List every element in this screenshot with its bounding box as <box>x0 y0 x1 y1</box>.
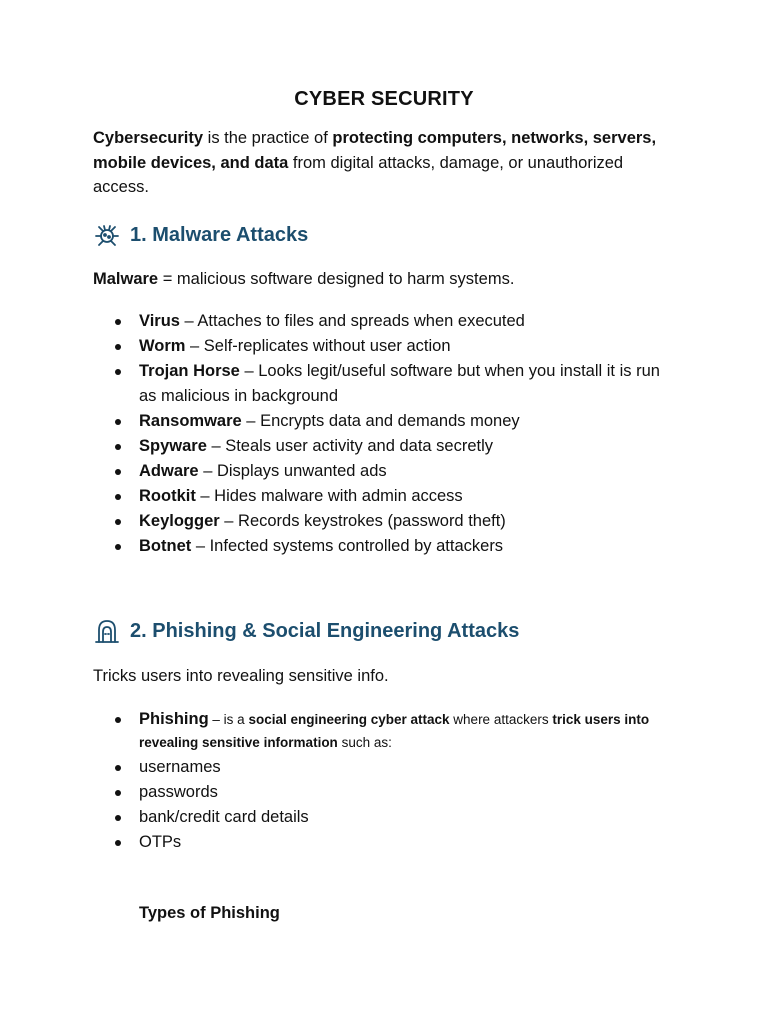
bullet-icon <box>115 840 121 846</box>
malware-list <box>93 309 673 559</box>
intro-text-2: from digital attacks, damage, or unauthorized access. <box>93 153 624 196</box>
bullet-icon <box>115 469 121 475</box>
bullet-icon <box>115 544 121 550</box>
intro-bold-text: protecting computers, networks, servers, mobile devices, and data <box>93 129 657 172</box>
intro-paragraph <box>93 126 683 200</box>
item-term: Worm <box>139 337 186 355</box>
section-heading-phishing <box>93 618 519 644</box>
item-desc: – Encrypts data and demands money <box>241 412 520 430</box>
types-of-phishing-heading: Types of Phishing <box>139 904 280 922</box>
malware-bug-icon <box>93 222 121 248</box>
phishing-text: such as: <box>337 735 392 750</box>
bullet-icon <box>115 790 121 796</box>
section-heading-text: 2. Phishing & Social Engineering Attacks <box>130 619 520 642</box>
phishing-text: – is a <box>208 712 249 727</box>
bullet-icon <box>115 815 121 821</box>
item-desc: – Records keystrokes (password theft) <box>219 512 506 530</box>
list-item <box>93 755 673 780</box>
intro-term: Cybersecurity <box>93 129 204 147</box>
malware-term: Malware <box>93 270 159 288</box>
bullet-icon <box>115 369 121 375</box>
phishing-bold-text: trick users into revealing sensitive information <box>139 712 650 750</box>
phishing-text: where attackers <box>449 712 553 727</box>
bullet-icon <box>115 717 121 723</box>
item-desc: – Steals user activity and data secretly <box>206 437 494 455</box>
bullet-icon <box>115 419 121 425</box>
page-title: CYBER SECURITY <box>294 88 474 110</box>
bullet-icon <box>115 319 121 325</box>
item-term: Trojan Horse <box>139 362 240 380</box>
item-text: bank/credit card details <box>139 808 309 826</box>
bullet-icon <box>115 444 121 450</box>
item-term: Adware <box>139 462 199 480</box>
phishing-list <box>93 708 673 855</box>
item-term: Virus <box>139 312 180 330</box>
list-item <box>93 334 673 359</box>
list-item <box>93 359 673 409</box>
list-item <box>93 509 673 534</box>
bullet-icon <box>115 344 121 350</box>
item-term: Ransomware <box>139 412 242 430</box>
item-desc: – Self-replicates without user action <box>185 337 451 355</box>
list-item <box>93 459 673 484</box>
malware-definition-text: = malicious software designed to harm systems. <box>158 270 515 288</box>
phishing-bold-text: social engineering cyber attack <box>248 712 450 727</box>
item-term: Rootkit <box>139 487 196 505</box>
item-desc: – Infected systems controlled by attackers <box>191 537 504 555</box>
item-text: usernames <box>139 758 221 776</box>
phishing-term: Phishing <box>139 710 209 728</box>
item-term: Botnet <box>139 537 192 555</box>
item-term: Keylogger <box>139 512 220 530</box>
list-item <box>93 434 673 459</box>
list-item <box>93 484 673 509</box>
section-heading-text: 1. Malware Attacks <box>130 223 309 246</box>
item-desc: – Looks legit/useful software but when you install it is run as malicious in background <box>139 362 660 405</box>
list-item <box>93 780 673 805</box>
item-text: OTPs <box>139 833 182 851</box>
phishing-intro: Tricks users into revealing sensitive info. <box>93 667 389 685</box>
list-item <box>93 309 673 334</box>
list-item <box>93 805 673 830</box>
item-term: Spyware <box>139 437 207 455</box>
bullet-icon <box>115 494 121 500</box>
item-desc: – Hides malware with admin access <box>195 487 463 505</box>
list-item <box>93 534 673 559</box>
item-text: passwords <box>139 783 218 801</box>
intro-text-1: is the practice of <box>203 129 333 147</box>
bullet-icon <box>115 765 121 771</box>
hooded-hacker-icon <box>93 618 121 644</box>
bullet-icon <box>115 519 121 525</box>
list-item <box>93 830 673 855</box>
list-item <box>93 409 673 434</box>
item-desc: – Attaches to files and spreads when executed <box>179 312 525 330</box>
section-heading-malware <box>93 222 308 248</box>
malware-definition <box>93 270 514 289</box>
list-item <box>93 708 673 755</box>
item-desc: – Displays unwanted ads <box>198 462 387 480</box>
